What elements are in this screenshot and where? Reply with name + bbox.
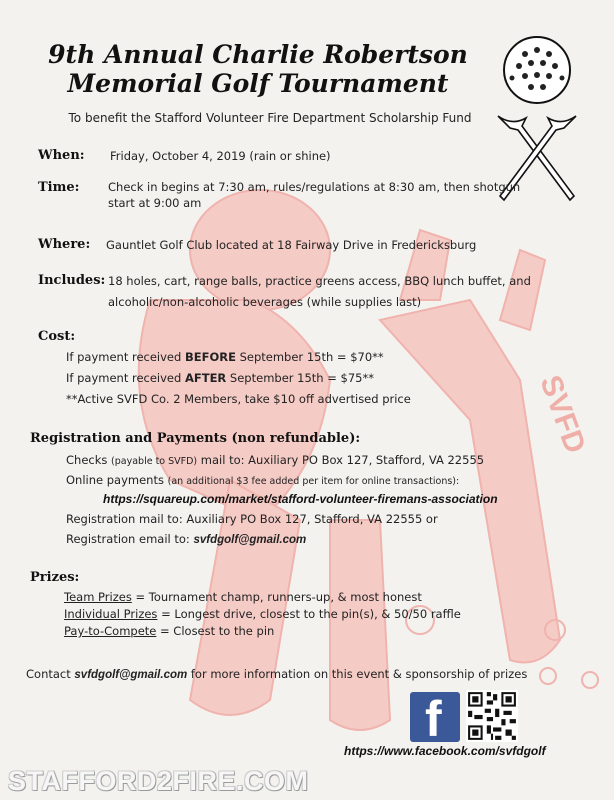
where-value: Gauntlet Golf Club located at 18 Fairway Drive in Fredericksburg [106,238,477,252]
registration-label: Registration and Payments (non refundable): [30,431,361,446]
cost-before: If payment received BEFORE September 15th = $70** [66,350,384,364]
contact-email-link[interactable]: svfdgolf@gmail.com [74,669,188,681]
title-line-1: 9th Annual Charlie Robertson [48,40,468,69]
registration-email-link[interactable]: svfdgolf@gmail.com [193,534,307,546]
prize-team: Team Prizes = Tournament champ, runners-up, & most honest [64,590,422,604]
prizes-label: Prizes: [30,570,80,585]
includes-line-1: 18 holes, cart, range balls, practice greens access, BBQ lunch buffet, and [108,274,531,288]
time-line-2: start at 9:00 am [108,196,202,210]
cost-note: **Active SVFD Co. 2 Members, take $10 off advertised price [66,392,411,406]
qr-code-icon [466,690,518,742]
registration-mail: Registration mail to: Auxiliary PO Box 127, Stafford, VA 22555 or [66,512,438,526]
includes-line-2: alcoholic/non-alcoholic beverages (while supplies last) [108,295,422,309]
when-label: When: [38,148,85,163]
online-payment-link[interactable]: https://squareup.com/market/stafford-volunteer-firemans-association [103,492,498,506]
site-watermark: STAFFORD2FIRE.COM [8,766,309,796]
cost-label: Cost: [38,329,76,344]
registration-online: Online payments (an additional $3 fee added per item for online transactions): [66,473,460,487]
when-value: Friday, October 4, 2019 (rain or shine) [110,149,331,163]
title-line-2: Memorial Golf Tournament [67,69,449,98]
cost-after: If payment received AFTER September 15th = $75** [66,371,374,385]
facebook-icon[interactable]: f [410,692,460,742]
prize-individual: Individual Prizes = Longest drive, closest to the pin(s), & 50/50 raffle [64,607,461,621]
time-label: Time: [38,180,80,195]
facebook-link[interactable]: https://www.facebook.com/svfdgolf [344,744,546,758]
time-line-1: Check in begins at 7:30 am, rules/regulations at 8:30 am, then shotgun [108,180,521,194]
registration-checks: Checks (payable to SVFD) mail to: Auxiliary PO Box 127, Stafford, VA 22555 [66,453,485,467]
where-label: Where: [38,237,91,252]
includes-label: Includes: [38,273,106,288]
registration-email: Registration email to: svfdgolf@gmail.com [66,532,307,546]
watermark-text: SVFD [533,371,592,458]
contact-line: Contact svfdgolf@gmail.com for more information on this event & sponsorship of prizes [26,667,528,681]
page-title [18,40,498,98]
prize-pay-to-compete: Pay-to-Compete = Closest to the pin [64,624,275,638]
subtitle: To benefit the Stafford Volunteer Fire Department Scholarship Fund [68,111,472,125]
